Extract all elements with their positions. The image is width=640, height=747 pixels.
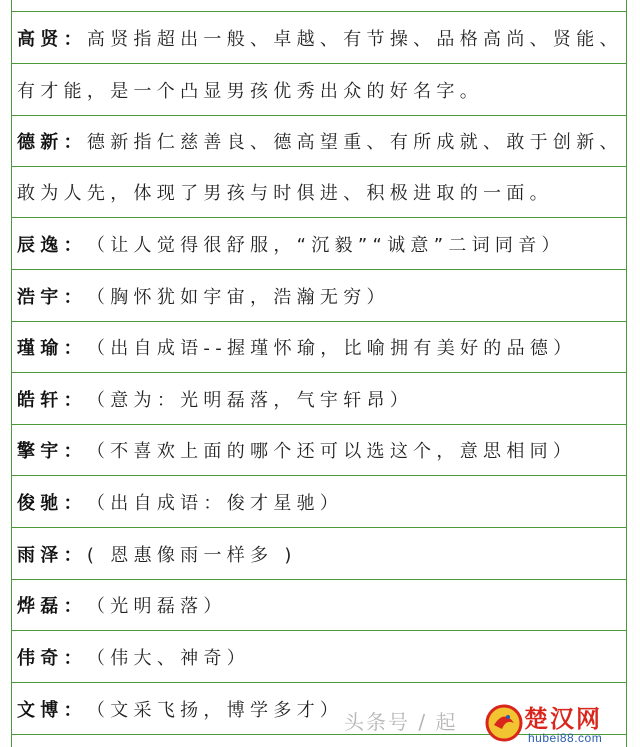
name-label: 俊驰 [17, 492, 64, 514]
table-row [11, 528, 627, 580]
colon: ： [63, 492, 87, 514]
name-label: 烨磊 [17, 596, 64, 617]
colon: ： [63, 389, 87, 411]
colon: ： [63, 234, 87, 256]
logo-sub-text: hubei88.com [528, 731, 603, 745]
name-label: 擎宇 [17, 441, 64, 462]
name-label: 文博 [17, 699, 64, 721]
table-row [11, 476, 627, 528]
name-label: 皓轩 [17, 389, 64, 411]
name-meaning: （出自成语--握瑾怀瑜，比喻拥有美好的品德） [86, 338, 577, 359]
name-label: 辰逸 [17, 234, 64, 256]
table-row [11, 167, 627, 218]
colon: ： [63, 338, 87, 359]
table-row [11, 425, 627, 476]
name-meaning: （光明磊落） [86, 596, 227, 617]
name-meaning: （伟大、神奇） [86, 647, 251, 669]
name-meaning: （让人觉得很舒服，“沉毅”“诚意”二词同音） [86, 234, 565, 256]
colon: ： [63, 699, 87, 721]
table-row [11, 322, 627, 373]
colon: ： [63, 544, 87, 566]
logo-main-text: 楚汉网 [524, 705, 602, 733]
table-row [11, 631, 627, 683]
colon: ： [63, 132, 87, 153]
name-meaning: （意为：光明磊落，气宇轩昂） [86, 389, 414, 411]
table-row [11, 12, 627, 64]
name-meaning: （出自成语：俊才星驰） [86, 492, 344, 514]
colon: ： [63, 596, 87, 617]
watermark-text: 头条号 / 起 [344, 710, 458, 734]
table-row [11, 373, 627, 425]
name-meaning: 高贤指超出一般、卓越、有节操、品格高尚、贤能、 [86, 28, 623, 50]
table-row [11, 0, 627, 12]
name-label: 德新 [17, 132, 64, 153]
colon: ： [63, 28, 87, 50]
table-row [11, 218, 627, 270]
table-row [11, 683, 627, 735]
colon: ： [63, 286, 87, 308]
colon: ： [63, 441, 87, 462]
table-row [11, 580, 627, 631]
table-row [11, 116, 627, 167]
name-label: 高贤 [17, 28, 64, 50]
colon: ： [63, 647, 87, 669]
name-meaning: （胸怀犹如宇宙，浩瀚无穷） [86, 286, 390, 308]
name-label: 伟奇 [17, 647, 64, 669]
name-label: 瑾瑜 [17, 338, 64, 359]
name-meaning: （不喜欢上面的哪个还可以选这个，意思相同） [86, 441, 577, 462]
name-meaning-continued: 有才能，是一个凸显男孩优秀出众的好名字。 [17, 80, 483, 102]
name-meaning: 德新指仁慈善良、德高望重、有所成就、敢于创新、 [86, 132, 623, 153]
table-row [11, 270, 627, 322]
table-row [11, 64, 627, 116]
name-label: 浩宇 [17, 286, 64, 308]
name-label: 雨泽 [17, 544, 64, 566]
name-meaning: ( 恩惠像雨一样多 ) [86, 544, 297, 566]
name-meaning: （文采飞扬，博学多才） [86, 699, 344, 721]
name-meaning-continued: 敢为人先，体现了男孩与时俱进、积极进取的一面。 [17, 183, 553, 204]
